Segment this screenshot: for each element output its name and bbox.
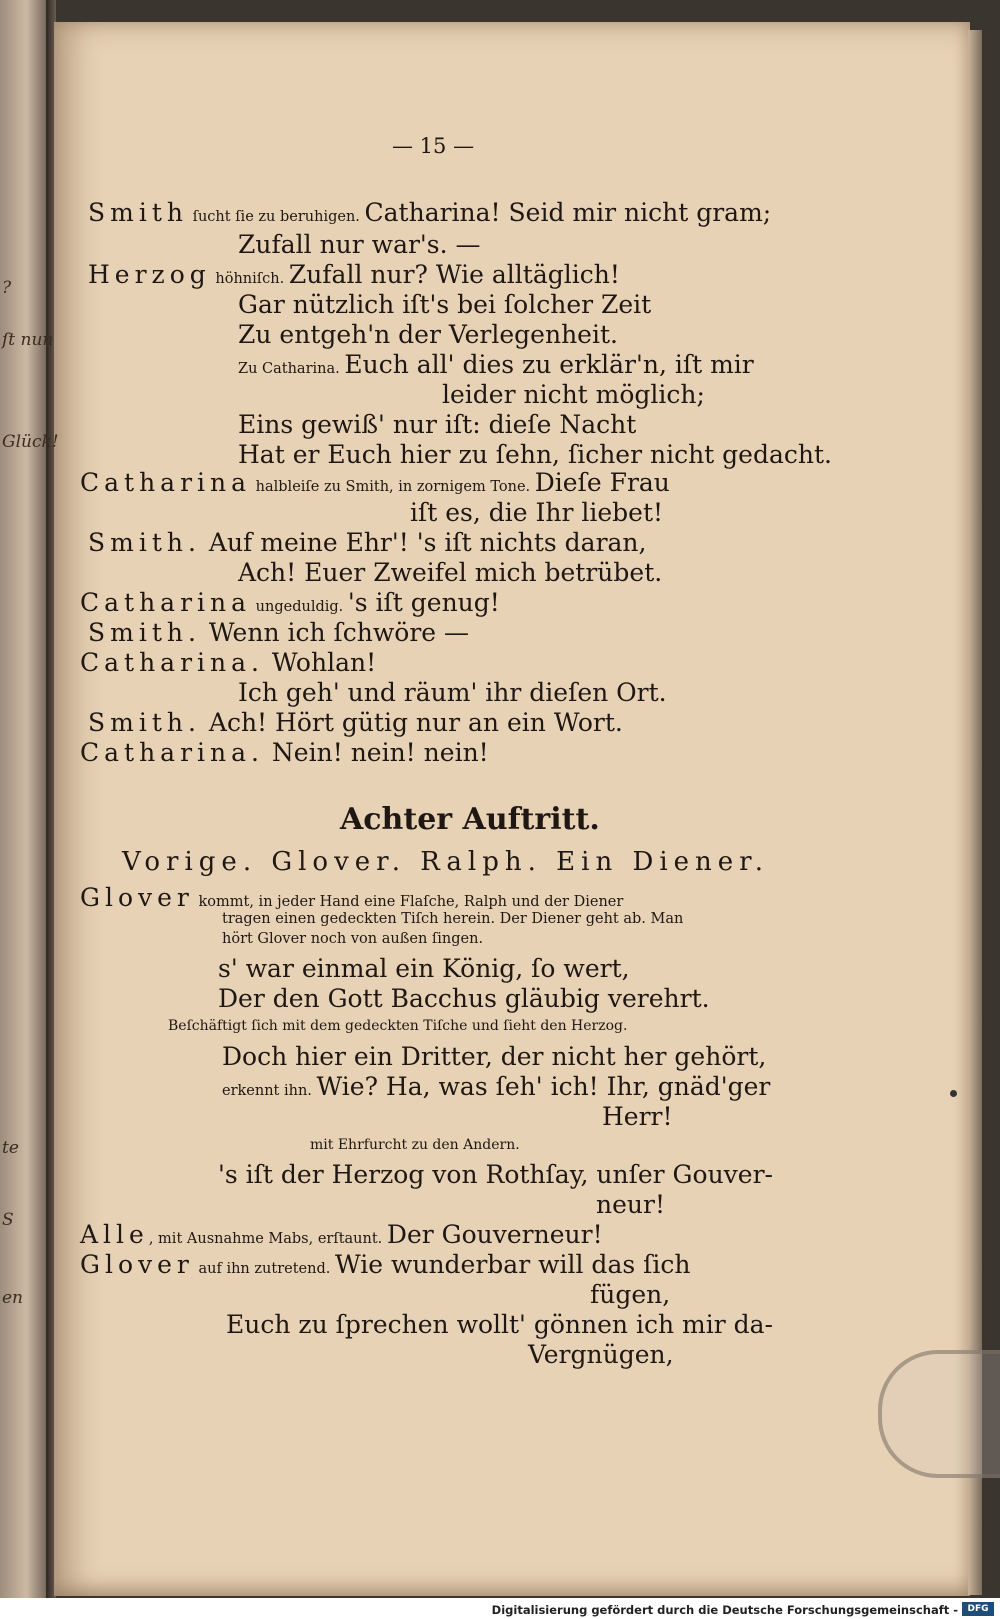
stage-direction: , mit Ausnahme Mabs, erſtaunt. — [148, 1231, 387, 1247]
stage-direction: erkennt ihn. — [222, 1083, 317, 1099]
verse-text: Vergnügen, — [528, 1340, 674, 1369]
stage-direction: ſucht ſie zu beruhigen. — [187, 209, 365, 225]
text-line — [310, 1136, 520, 1152]
text-line — [238, 322, 618, 347]
text-line — [340, 802, 600, 837]
verse-text: Euch all' dies zu erklär'n, iſt mir — [344, 350, 754, 379]
verse-text: Herr! — [602, 1102, 673, 1131]
speaker-name: Catharina — [80, 468, 252, 497]
verse-text: Wenn ich ſchwöre — — [200, 618, 470, 647]
verse-text: Euch zu ſprechen wollt' gönnen ich mir da- — [226, 1310, 773, 1339]
stage-direction: halbleiſe zu Smith, in zornigem Tone. — [251, 479, 535, 495]
verse-text: fügen, — [590, 1280, 671, 1309]
stage-direction: tragen einen gedeckten Tiſch herein. Der Diener geht ab. Man — [222, 911, 684, 927]
speaker-name: Smith — [88, 198, 188, 227]
text-line — [238, 680, 667, 705]
verse-text: Zu entgeh'n der Verlegenheit. — [238, 320, 618, 349]
verse-text: neur! — [596, 1190, 665, 1219]
text-line — [596, 1192, 665, 1217]
text-line — [222, 1074, 770, 1099]
text-line — [88, 200, 771, 225]
paper-clip — [878, 1350, 1000, 1478]
left-page-fragment: Glück! — [2, 432, 59, 452]
verse-text: leider nicht möglich; — [442, 380, 705, 409]
text-line — [80, 885, 623, 910]
text-line — [88, 530, 646, 555]
speaker-name: Herzog — [88, 260, 211, 289]
verse-text: Der Gouverneur! — [386, 1220, 603, 1249]
verse-text: s' war einmal ein König, ſo wert, — [218, 954, 630, 983]
text-line — [222, 910, 683, 927]
speaker-name: Catharina. — [80, 648, 264, 677]
verse-text: iſt es, die Ihr liebet! — [410, 498, 664, 527]
footer-credit: Digitalisierung gefördert durch die Deutsche Forschungsgemeinschaft - — [491, 1603, 958, 1617]
verse-text: Catharina! Seid mir nicht gram; — [364, 198, 772, 227]
dfg-logo: DFG — [962, 1602, 994, 1616]
stage-direction: ungeduldig. — [251, 599, 348, 615]
text-line — [80, 590, 500, 615]
text-line — [590, 1282, 670, 1307]
text-line — [238, 352, 754, 377]
left-page-edge — [0, 0, 48, 1619]
text-line — [528, 1342, 674, 1367]
verse-text: Wie wunderbar will das ſich — [334, 1250, 691, 1279]
text-line — [238, 232, 481, 257]
left-page-fragment: S — [2, 1210, 14, 1230]
verse-text: Eins gewiß' nur iſt: dieſe Nacht — [238, 410, 637, 439]
text-line — [88, 620, 469, 645]
text-line — [218, 956, 630, 981]
verse-text: Dieſe Frau — [534, 468, 670, 497]
verse-text: Hat er Euch hier zu ſehn, ſicher nicht gedacht. — [238, 440, 832, 469]
text-line — [238, 292, 651, 317]
text-line — [80, 740, 489, 765]
scene-heading: Achter Auftritt. — [340, 802, 600, 837]
text-line — [80, 650, 376, 675]
verse-text: Doch hier ein Dritter, der nicht her gehört, — [222, 1042, 767, 1071]
text-line — [168, 1017, 627, 1033]
text-line — [442, 382, 705, 407]
stage-direction: höhniſch. — [210, 271, 289, 287]
verse-text: Auf meine Ehr'! 's iſt nichts daran, — [200, 528, 647, 557]
stage-direction: auf ihn zutretend. — [193, 1261, 335, 1277]
stage-direction: mit Ehrfurcht zu den Andern. — [310, 1137, 520, 1153]
verse-text: Der den Gott Bacchus gläubig verehrt. — [218, 984, 710, 1013]
speaker-name: Catharina. — [80, 738, 264, 767]
verse-text: Zufall nur war's. — — [238, 230, 481, 259]
verse-text: 's iſt der Herzog von Rothſay, unſer Gouver- — [218, 1160, 773, 1189]
text-line — [80, 470, 670, 495]
speaker-name: Glover — [80, 1250, 194, 1279]
ink-spot — [950, 1090, 957, 1097]
verse-text: Wohlan! — [263, 648, 377, 677]
verse-text: Wie? Ha, was ſeh' ich! Ihr, gnäd'ger — [316, 1072, 771, 1101]
verse-text: Nein! nein! nein! — [263, 738, 489, 767]
text-line — [238, 442, 832, 467]
text-line — [88, 710, 623, 735]
verse-text: Ich geh' und räum' ihr dieſen Ort. — [238, 678, 667, 707]
stage-direction: Beſchäftigt ſich mit dem gedeckten Tiſche und ſieht den Herzog. — [168, 1018, 628, 1034]
text-line — [222, 930, 483, 947]
left-page-fragment: ? — [2, 278, 12, 298]
speaker-name: Catharina — [80, 588, 252, 617]
text-line — [238, 560, 662, 585]
text-line — [218, 1162, 773, 1187]
left-page-fragment: te — [2, 1138, 19, 1158]
verse-text: Gar nützlich iſt's bei ſolcher Zeit — [238, 290, 652, 319]
text-line — [222, 1044, 766, 1069]
stage-direction: kommt, in jeder Hand eine Flaſche, Ralph und der Diener — [193, 894, 624, 910]
speaker-name: Smith. — [88, 708, 201, 737]
text-line — [410, 500, 663, 525]
text-line — [80, 1252, 690, 1277]
verse-text: Ach! Euer Zweifel mich betrübet. — [238, 558, 663, 587]
stage-direction: hört Glover noch von außen ſingen. — [222, 931, 484, 947]
character-list: Vorige. Glover. Ralph. Ein Diener. — [122, 847, 769, 877]
verse-text: Zufall nur? Wie alltäglich! — [288, 260, 620, 289]
text-line — [602, 1104, 673, 1129]
speaker-name: Smith. — [88, 528, 201, 557]
speaker-name: Glover — [80, 883, 194, 912]
speaker-name: Alle — [80, 1220, 149, 1249]
text-line — [218, 986, 710, 1011]
verse-text: Ach! Hört gütig nur an ein Wort. — [200, 708, 623, 737]
text-line — [226, 1312, 773, 1337]
left-page-fragment: en — [2, 1288, 24, 1308]
verse-text: 's iſt genug! — [347, 588, 500, 617]
text-line — [88, 262, 620, 287]
speaker-name: Smith. — [88, 618, 201, 647]
text-line — [80, 1222, 603, 1247]
stage-direction: Zu Catharina. — [238, 361, 345, 377]
page-number: — 15 — — [392, 134, 475, 158]
text-line — [122, 849, 769, 875]
left-page-fragment: ſt nun — [2, 330, 54, 350]
text-line — [238, 412, 636, 437]
